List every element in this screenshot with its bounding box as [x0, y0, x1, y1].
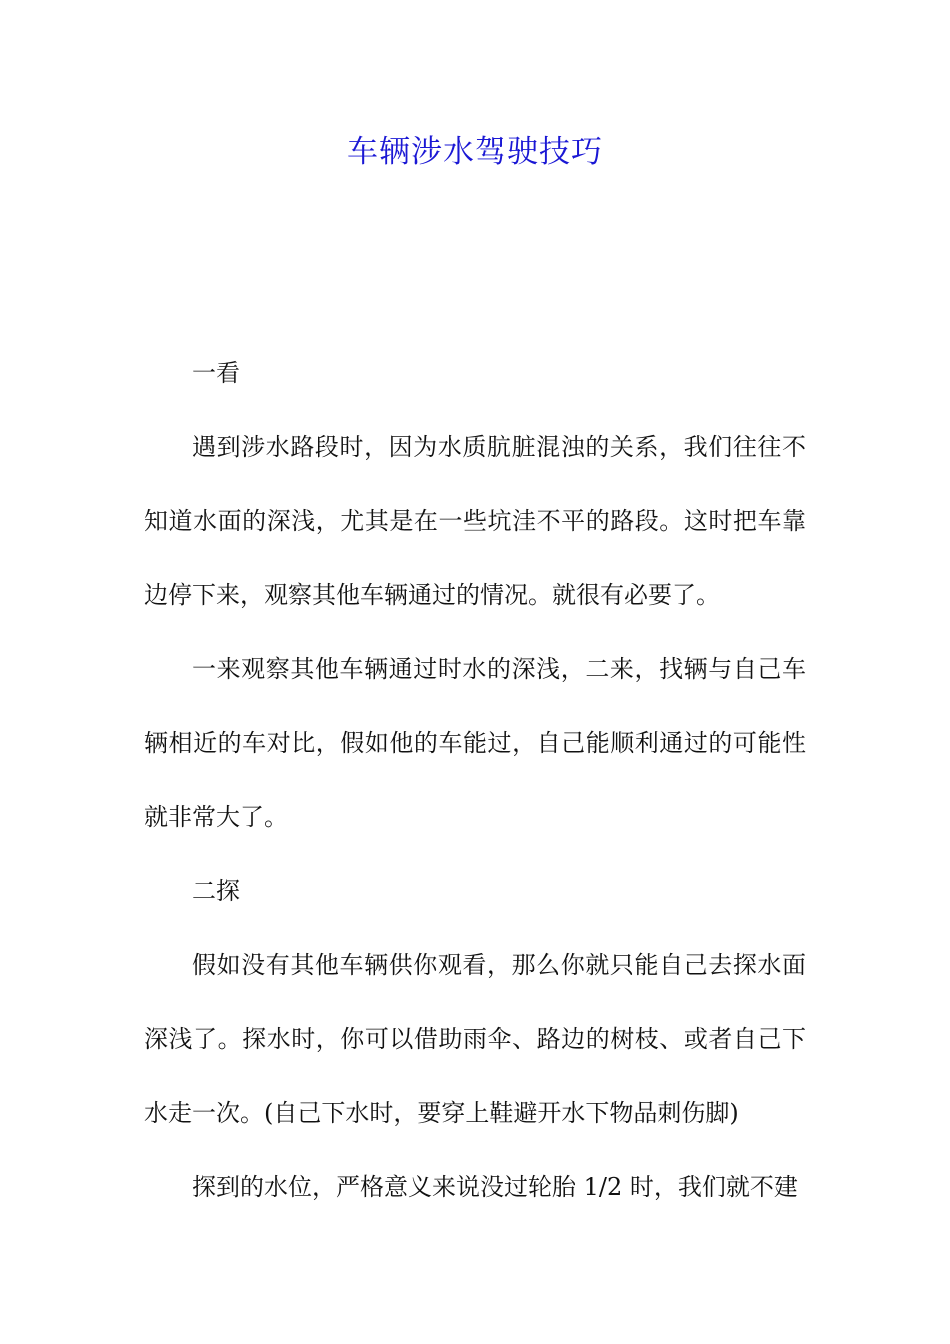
document-body [144, 336, 806, 1224]
section-heading-probe: 二探 [192, 877, 240, 905]
section-heading-look: 一看 [192, 359, 240, 387]
paragraph: 探到的水位，严格意义来说没过轮胎 1/2 时，我们就不建 [192, 1173, 798, 1201]
paragraph: 假如没有其他车辆供你观看，那么你就只能自己去探水面深浅了。探水时，你可以借助雨伞、路边的树枝、或者自己下水走一次。(自己下水时，要穿上鞋避开水下物品刺伤脚) [144, 951, 806, 1127]
paragraph: 一来观察其他车辆通过时水的深浅，二来，找辆与自己车辆相近的车对比，假如他的车能过，自己能顺利通过的可能性就非常大了。 [144, 655, 806, 831]
document-title: 车辆涉水驾驶技巧 [347, 134, 603, 170]
paragraph: 遇到涉水路段时，因为水质肮脏混浊的关系，我们往往不知道水面的深浅，尤其是在一些坑洼不平的路段。这时把车靠边停下来，观察其他车辆通过的情况。就很有必要了。 [144, 433, 806, 609]
